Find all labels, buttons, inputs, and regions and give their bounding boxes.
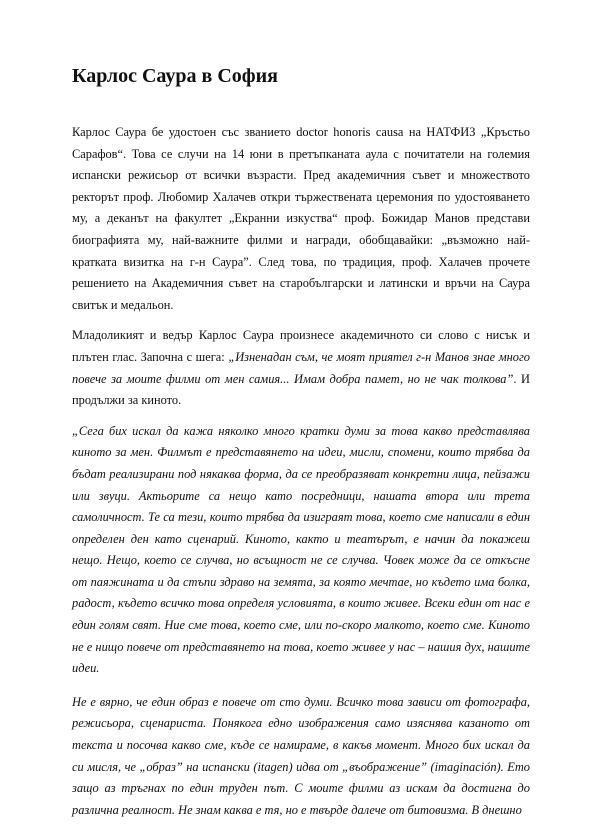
quote-text: Не е вярно, че един образ е повече от сто думи. Всичко това зависи от фотографа, режисьора, сценариста. Понякога едно изображения само изяснява казаното от текста и посочва какво сме, къде се намираме, в какъв момент. Много бих искал да си мисля, че „образ” на испански (itagen) идва от „въображение” (imaginación). Ето защо аз тръгнах по един труден път. С моите филми аз искам да достигна до различна реалност. Не знам каква е тя, но е твърде далече от битовизма. В днешно <box>72 694 530 817</box>
paragraph-speech-start <box>72 325 530 411</box>
paragraph-text: Карлос Саура бе удостоен със званието doctor honoris causa на НАТФИЗ „Кръстьо Сарафов“. Това се случи на 14 юни в претъпканата аула с почитатели на големия испански режисьор от всички възрасти. Пред академичния съвет и множеството ректорът проф. Любомир Халачев откри тържествената церемония по удостояването му, а деканът на факултет „Екранни изкуства“ проф. Божидар Манов представи биографията му, най-важните филми и награди, обобщавайки: „възможно най-кратката визитка на г-н Саура”. След това, по традиция, проф. Халачев прочете решението на Академичния съвет на старобългарски и латински и връчи на Саура свитък и медальон. <box>72 125 530 312</box>
article-body <box>72 122 530 833</box>
paragraph-text: . И продължи за киното. <box>72 371 530 408</box>
paragraph-quote-2 <box>72 692 530 822</box>
quote-text: „Сега бих искал да кажа няколко много кратки думи за това какво представлява киното за мен. Филмът е представянето на идеи, мисли, спомени, които трябва да бъдат реализирани под някаква форма, да се преобразяват конкретни лица, пейзажи или звуци. Актьорите са нещо като посредници, нашата втора или трета самоличност. Те са тези, които трябва да изиграят това, което сме написали в един определен ден като сценарий. Киното, както и театърът, е начин да покажеш нещо. Нещо, което се случва, но всъщност не се случва. Човек може да се откъсне от паяжината и да стъпи здраво на земята, за която мечтае, но където има болка, радост, където всичко това определя условията, в които живее. Всеки един от нас е един голям свят. Ние сме това, което сме, или по-скоро малкото, което сме. Киното не е нищо повече от представянето на това, което живее у нас – нашия дух, нашите идеи. <box>72 423 530 676</box>
quote-text: „Изненадан съм, че моят приятел г-н Манов знае много повече за моите филми от мен самия... Имам добра памет, но не чак толкова” <box>72 349 530 386</box>
article-title: Карлос Саура в София <box>72 65 278 87</box>
paragraph-text: Младоликият и ведър Карлос Саура произнесе академичното си слово с нисък и плътен глас. Започна с шега: <box>72 328 530 364</box>
paragraph-intro <box>72 122 530 316</box>
paragraph-quote-1 <box>72 421 530 680</box>
document-page <box>72 0 530 817</box>
